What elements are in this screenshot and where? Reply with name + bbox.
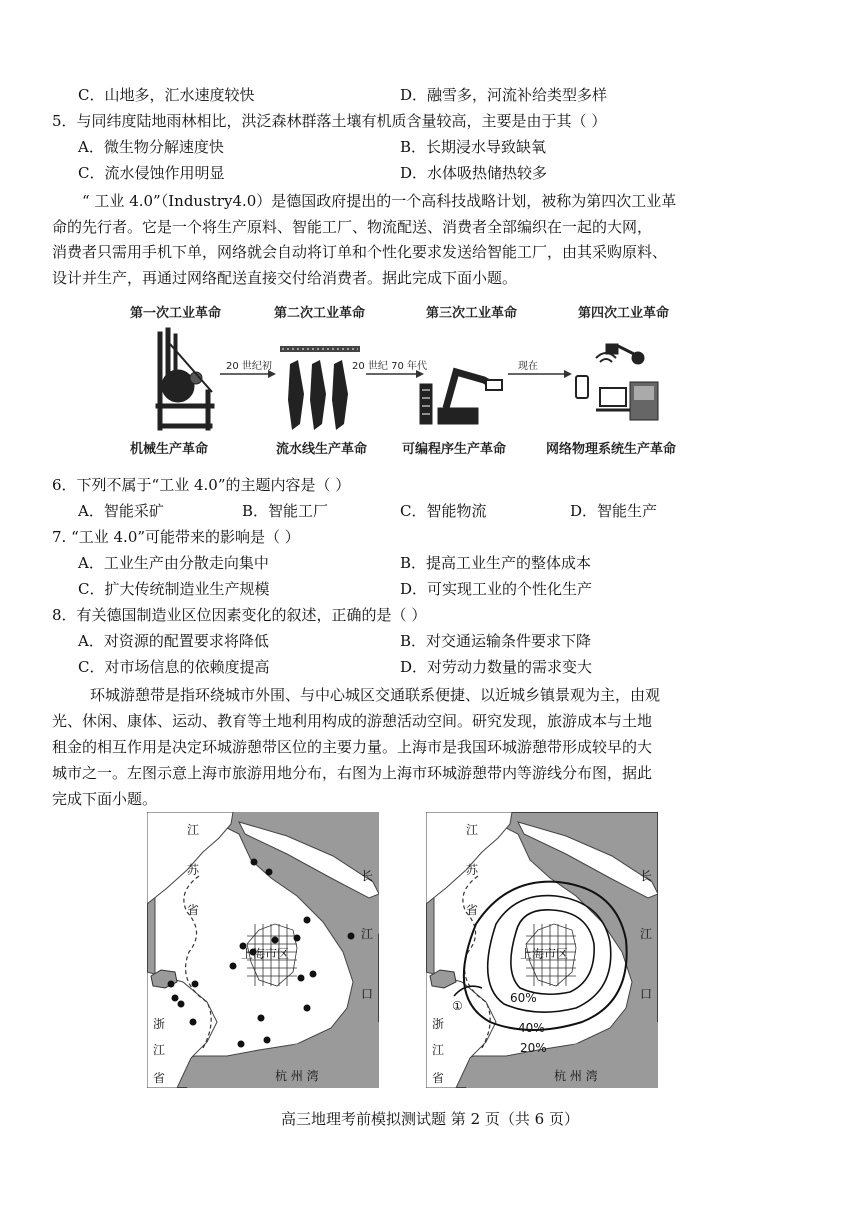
label-sheng2: 省 [153,1071,166,1085]
q6-option-b: B．智能工厂 [242,502,329,520]
q6-option-d: D．智能生产 [570,502,658,520]
label-iso20: 20% [520,1041,547,1055]
label-chang: 长 [640,869,653,883]
q8-option-a: A．对资源的配置要求将降低 [78,632,269,650]
label-sheng2: 省 [432,1071,445,1085]
left-map-tourism-land [147,812,379,1088]
label-city: 上海市区 [241,947,290,961]
label-kou: 口 [640,987,653,1001]
label-zhe: 浙 [432,1017,445,1031]
q7-option-d: D．可实现工业的个性化生产 [400,580,593,598]
stage-illustrations [120,324,690,444]
label-sheng: 省 [466,903,479,917]
q8-option-d: D．对劳动力数量的需求变大 [400,658,593,676]
right-map-isolines [426,812,658,1088]
stage1-caption: 机械生产革命 [130,442,209,457]
label-iso60: 60% [510,991,537,1005]
q7-option-a: A．工业生产由分散走向集中 [78,554,269,572]
label-jiang3: 江 [432,1043,445,1057]
stage2-title: 第二次工业革命 [274,306,366,321]
label-su: 苏 [466,863,479,877]
q8-option-c: C．对市场信息的依赖度提高 [78,658,270,676]
robot-arm-icon [420,372,502,424]
label-jiang3: 江 [153,1043,166,1057]
passage1-line1: “ 工业 4.0”（Industry4.0）是德国政府提出的一个高科技战略计划，被称为第四次工业革 [82,192,677,210]
q7-option-b: B．提高工业生产的整体成本 [400,554,592,572]
label-bay: 杭 州 湾 [275,1069,319,1083]
stage1-title: 第一次工业革命 [130,306,222,321]
q4-option-c: C．山地多，汇水速度较快 [78,86,255,104]
label-su: 苏 [187,863,200,877]
label-jiang: 江 [466,823,479,837]
label-zhe: 浙 [153,1017,166,1031]
label-bay: 杭 州 湾 [554,1069,598,1083]
stage3-title: 第三次工业革命 [426,306,518,321]
q5-option-d: D．水体吸热储热较多 [400,164,548,182]
stage3-caption: 可编程序生产革命 [402,442,507,457]
label-city: 上海市区 [520,947,569,961]
passage1-line3: 消费者只需用手机下单，网络就会自动将订单和个性化要求发送给智能工厂，由其采购原料、 [52,243,668,261]
q4-option-d: D．融雪多，河流补给类型多样 [400,86,608,104]
label-marker: ① [452,999,463,1013]
arrow3-label: 现在 [518,361,538,372]
passage1-line2: 命的先行者。它是一个将生产原料、智能工厂、物流配送、消费者全部编织在一起的大网， [52,218,653,236]
q5-option-c: C．流水侵蚀作用明显 [78,164,225,182]
label-jiang: 江 [187,823,200,837]
assembly-line-icon [280,346,360,430]
network-devices-icon [576,344,658,420]
stage2-caption: 流水线生产革命 [276,442,368,457]
passage2-line3: 租金的相互作用是决定环城游憩带区位的主要力量。上海市是我国环城游憩带形成较早的大 [52,738,653,756]
stage4-caption: 网络物理系统生产革命 [546,442,677,457]
label-sheng: 省 [187,903,200,917]
passage2-line5: 完成下面小题。 [52,790,158,808]
spinning-machine-icon [156,328,214,430]
stage4-title: 第四次工业革命 [578,306,670,321]
q8-stem: 8．有关德国制造业区位因素变化的叙述，正确的是（ ） [52,606,427,624]
q5-stem: 5．与同纬度陆地雨林相比，洪泛森林群落土壤有机质含量较高，主要是由于其（ ） [52,112,607,130]
page-footer: 高三地理考前模拟测试题 第 2 页（共 6 页） [281,1110,579,1128]
industrial-revolution-figure [120,298,690,463]
q6-stem: 6．下列不属于“工业 4.0”的主题内容是（ ） [52,476,351,494]
arrow2-label: 20 世纪 70 年代 [352,361,427,372]
label-jiang2: 江 [361,927,374,941]
passage2-line2: 光、休闲、康体、运动、教育等土地利用构成的游憩活动空间。研究发现，旅游成本与土地 [52,712,653,730]
q6-option-c: C．智能物流 [400,502,487,520]
q5-option-a: A．微生物分解速度快 [78,138,224,156]
passage1-line4: 设计并生产，再通过网络配送直接交付给消费者。据此完成下面小题。 [52,269,518,287]
passage2-line1: 环城游憩带是指环绕城市外围、与中心城区交通联系便捷、以近城乡镇景观为主，由观 [90,686,661,704]
q7-option-c: C．扩大传统制造业生产规模 [78,580,270,598]
label-iso40: 40% [518,1021,545,1035]
label-kou: 口 [361,987,374,1001]
arrow1-label: 20 世纪初 [226,361,272,372]
label-chang: 长 [361,869,374,883]
q5-option-b: B．长期浸水导致缺氧 [400,138,547,156]
passage2-line4: 城市之一。左图示意上海市旅游用地分布，右图为上海市环城游憩带内等游线分布图，据此 [52,764,653,782]
q7-stem: 7. “工业 4.0”可能带来的影响是（ ） [52,528,300,546]
q8-option-b: B．对交通运输条件要求下降 [400,632,592,650]
q6-option-a: A．智能采矿 [78,502,164,520]
label-jiang2: 江 [640,927,653,941]
